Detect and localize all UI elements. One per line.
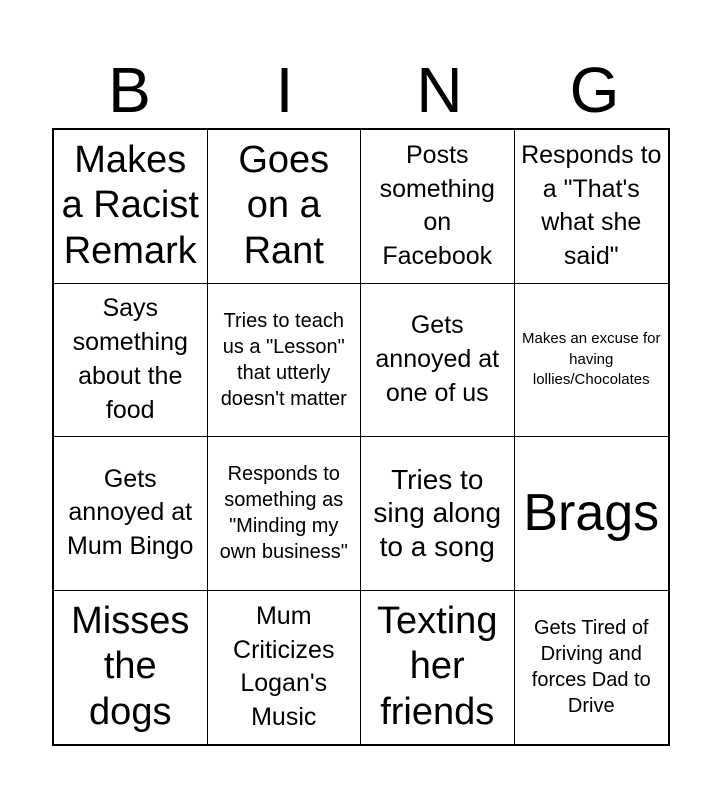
- bingo-cell[interactable]: [361, 130, 515, 284]
- header-letter-i: I: [275, 54, 294, 126]
- cell-text: Goes on a Rant: [238, 138, 330, 273]
- cell-text: Gets Tired of Driving and forces Dad to Drive: [531, 617, 651, 718]
- bingo-cell[interactable]: [515, 284, 669, 438]
- bingo-cell[interactable]: [208, 130, 362, 284]
- cell-text: Posts something on Facebook: [379, 140, 495, 270]
- bingo-cell[interactable]: [54, 591, 208, 745]
- bingo-header: [52, 52, 672, 128]
- cell-text: Texting her friends: [377, 599, 498, 734]
- header-letter-n: N: [416, 54, 463, 126]
- cell-text: Makes an excuse for having lollies/Chocolates: [522, 330, 661, 388]
- cell-text: Gets annoyed at one of us: [375, 311, 500, 407]
- bingo-grid: [52, 128, 670, 746]
- header-letter-b: B: [108, 54, 151, 126]
- bingo-cell[interactable]: [54, 284, 208, 438]
- bingo-cell[interactable]: [361, 284, 515, 438]
- cell-text: Responds to something as "Minding my own business": [219, 463, 348, 564]
- bingo-cell[interactable]: [515, 591, 669, 745]
- cell-text: Says something about the food: [72, 294, 188, 424]
- bingo-cell[interactable]: [515, 130, 669, 284]
- bingo-cell[interactable]: [208, 591, 362, 745]
- bingo-cell[interactable]: [361, 591, 515, 745]
- bingo-cell[interactable]: [208, 437, 362, 591]
- bingo-cell[interactable]: [54, 130, 208, 284]
- cell-text: Mum Criticizes Logan's Music: [233, 601, 335, 731]
- bingo-cell[interactable]: [515, 437, 669, 591]
- cell-text: Tries to sing along to a song: [373, 463, 502, 563]
- cell-text: Makes a Racist Remark: [61, 138, 199, 273]
- cell-text: Responds to a "That's what she said": [521, 140, 662, 270]
- bingo-cell[interactable]: [361, 437, 515, 591]
- cell-text: Tries to teach us a "Lesson" that utterly doesn't matter: [220, 309, 347, 410]
- cell-text: Misses the dogs: [71, 599, 190, 734]
- cell-text: Gets annoyed at Mum Bingo: [67, 464, 194, 561]
- bingo-cell[interactable]: [208, 284, 362, 438]
- header-letter-g: G: [569, 54, 620, 126]
- bingo-cell[interactable]: [54, 437, 208, 591]
- cell-text: Brags: [523, 483, 660, 542]
